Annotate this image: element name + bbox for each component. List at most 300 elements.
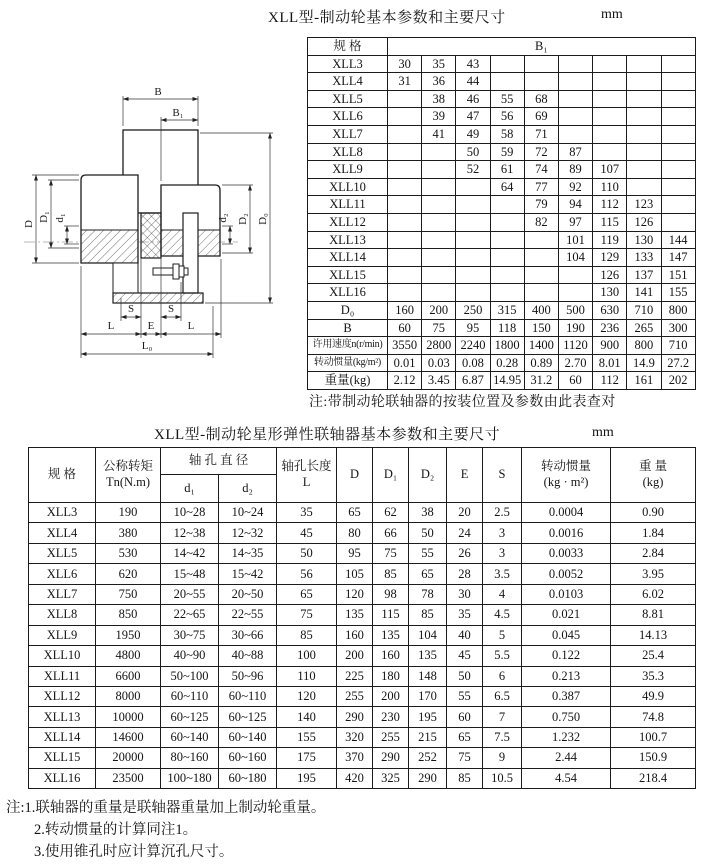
row-label: XLL8 (29, 605, 96, 625)
row-label: XLL15 (308, 266, 388, 284)
cell: 20~55 (161, 584, 219, 604)
cell: 290 (337, 707, 373, 727)
cell: 160 (373, 646, 409, 666)
cell: 60 (558, 372, 592, 390)
cell: 5.5 (483, 646, 522, 666)
cell: 89 (558, 161, 592, 179)
coupling-drawing-svg (20, 76, 298, 401)
cell: 50 (456, 143, 490, 161)
cell: 0.28 (490, 354, 524, 372)
cell: 1800 (490, 337, 524, 355)
footnote-1: 注:1.联轴器的重量是联轴器重量加上制动轮重量。 (6, 800, 326, 816)
cell: 56 (490, 108, 524, 126)
cell: 3550 (388, 337, 422, 355)
dim-D-label: D (23, 220, 35, 228)
cell: 2.44 (522, 748, 611, 768)
cell (558, 55, 592, 73)
cell (661, 90, 695, 108)
table-row (308, 125, 696, 143)
cell: 133 (627, 249, 661, 267)
row-label: XLL15 (29, 748, 96, 768)
cell: 75 (373, 543, 409, 563)
table-row (308, 196, 696, 214)
cell: 98 (373, 584, 409, 604)
row-label: 许用速度n(r/min) (308, 337, 388, 355)
cell: 8000 (96, 686, 161, 706)
cell: 112 (593, 372, 627, 390)
cell: 95 (337, 543, 373, 563)
cell: 0.387 (522, 686, 611, 706)
dim-S-left-label: S (127, 303, 135, 315)
cell: 35.3 (611, 666, 696, 686)
cell (422, 143, 456, 161)
table-row (29, 748, 696, 768)
cell: 200 (337, 646, 373, 666)
cell: 60~125 (161, 707, 219, 727)
cell: 85 (447, 768, 483, 788)
cell: 0.750 (522, 707, 611, 727)
cell: 130 (593, 284, 627, 302)
cell (524, 231, 558, 249)
cell: 36 (422, 73, 456, 91)
table-row (29, 584, 696, 604)
cell (422, 213, 456, 231)
cell: 119 (593, 231, 627, 249)
cell: 69 (524, 108, 558, 126)
cell: 101 (558, 231, 592, 249)
cell: 180 (373, 666, 409, 686)
cell: 0.213 (522, 666, 611, 686)
cell: 80~160 (161, 748, 219, 768)
cell: 107 (593, 161, 627, 179)
cell: 74 (524, 161, 558, 179)
cell: 300 (661, 319, 695, 337)
cell: 14~35 (219, 543, 277, 563)
bore-diameter-header: 轴 孔 直 径 (161, 448, 277, 475)
cell: 2.12 (388, 372, 422, 390)
cell: 115 (593, 213, 627, 231)
cell: 78 (409, 584, 447, 604)
table1-title: XLL型-制动轮基本参数和主要尺寸 (268, 10, 506, 26)
cell: 137 (627, 266, 661, 284)
cell: 30 (388, 55, 422, 73)
cell: 10000 (96, 707, 161, 727)
cell: 14600 (96, 727, 161, 747)
cell (388, 249, 422, 267)
cell: 290 (409, 768, 447, 788)
cell: 0.0033 (522, 543, 611, 563)
cell: 710 (627, 301, 661, 319)
cell: 710 (661, 337, 695, 355)
cell: 4 (483, 584, 522, 604)
row-label: B (308, 319, 388, 337)
cell: 12~38 (161, 523, 219, 543)
table-row (308, 178, 696, 196)
cell: 200 (422, 301, 456, 319)
cell: 147 (661, 249, 695, 267)
cell: 1.232 (522, 727, 611, 747)
cell (456, 231, 490, 249)
cell: 30 (447, 584, 483, 604)
cell: 75 (277, 605, 337, 625)
table2-unit-label: mm (592, 425, 614, 440)
row-label: XLL16 (308, 284, 388, 302)
cell (593, 143, 627, 161)
cell: 50~96 (219, 666, 277, 686)
cell (627, 143, 661, 161)
cell (388, 125, 422, 143)
cell: 72 (524, 143, 558, 161)
cell: 175 (277, 748, 337, 768)
dim-B-label: B (154, 86, 162, 98)
cell: 39 (422, 108, 456, 126)
cell: 46 (456, 90, 490, 108)
bore-length-header (277, 448, 337, 503)
cell: 55 (409, 543, 447, 563)
row-label: XLL6 (29, 564, 96, 584)
cell: 250 (456, 301, 490, 319)
cell: 3.45 (422, 372, 456, 390)
cell: 195 (277, 768, 337, 788)
table-row (308, 213, 696, 231)
cell (388, 143, 422, 161)
cell: 40 (447, 625, 483, 645)
bore-length-line2: L (302, 475, 311, 489)
cell: 45 (447, 646, 483, 666)
cell (524, 284, 558, 302)
cell: 135 (373, 625, 409, 645)
weight-column-header (611, 448, 696, 503)
cell (661, 55, 695, 73)
cell: 750 (96, 584, 161, 604)
col-E-header: E (447, 448, 483, 503)
cell: 2.70 (558, 354, 592, 372)
cell: 6 (483, 666, 522, 686)
cell (388, 284, 422, 302)
table1-unit-label: mm (601, 7, 623, 22)
cell: 530 (96, 543, 161, 563)
cell: 2.84 (611, 543, 696, 563)
cell (490, 266, 524, 284)
cell: 59 (490, 143, 524, 161)
cell: 60 (447, 707, 483, 727)
cell (661, 178, 695, 196)
cell (388, 231, 422, 249)
cell: 15~42 (219, 564, 277, 584)
cell: 800 (627, 337, 661, 355)
table-row (308, 266, 696, 284)
cell: 160 (337, 625, 373, 645)
cell (490, 284, 524, 302)
cell: 65 (337, 503, 373, 523)
cell: 1950 (96, 625, 161, 645)
cell: 195 (409, 707, 447, 727)
table-header-row (308, 38, 696, 56)
cell: 6600 (96, 666, 161, 686)
cell: 56 (277, 564, 337, 584)
cell: 370 (337, 748, 373, 768)
cell: 50 (447, 666, 483, 686)
cell: 115 (373, 605, 409, 625)
cell: 0.0052 (522, 564, 611, 584)
inertia-header-line2: (kg · m²) (543, 475, 589, 489)
row-label: XLL7 (29, 584, 96, 604)
cell: 620 (96, 564, 161, 584)
cell: 60 (388, 319, 422, 337)
cell (558, 266, 592, 284)
cell (388, 161, 422, 179)
dim-D1-label: D₁ (38, 211, 50, 223)
cell: 0.0004 (522, 503, 611, 523)
cell (388, 213, 422, 231)
cell: 8.01 (593, 354, 627, 372)
cell: 30~66 (219, 625, 277, 645)
cell: 155 (661, 284, 695, 302)
cell: 60~110 (161, 686, 219, 706)
row-label: XLL7 (308, 125, 388, 143)
dim-d1-label: d₁ (54, 213, 66, 223)
cell: 3.5 (483, 564, 522, 584)
cell: 129 (593, 249, 627, 267)
cell: 161 (627, 372, 661, 390)
cell (456, 178, 490, 196)
dim-S-right-label: S (167, 303, 175, 315)
table-row (308, 55, 696, 73)
cell: 87 (558, 143, 592, 161)
cell (490, 231, 524, 249)
cell: 126 (627, 213, 661, 231)
table-row (29, 768, 696, 788)
cell: 94 (558, 196, 592, 214)
table-row (29, 523, 696, 543)
table-row (29, 666, 696, 686)
dim-L0-label: L₀ (141, 340, 153, 352)
cell: 0.0103 (522, 584, 611, 604)
cell (524, 266, 558, 284)
cell: 14~42 (161, 543, 219, 563)
cell: 47 (456, 108, 490, 126)
cell: 65 (277, 584, 337, 604)
cell: 100~180 (161, 768, 219, 788)
row-label: XLL14 (29, 727, 96, 747)
cell: 155 (277, 727, 337, 747)
cell (422, 231, 456, 249)
cell (627, 55, 661, 73)
table-row (308, 249, 696, 267)
row-label: 转动惯量(kg/m²) (308, 354, 388, 372)
cell: 112 (593, 196, 627, 214)
cell: 141 (627, 284, 661, 302)
cell (422, 284, 456, 302)
cell: 2.5 (483, 503, 522, 523)
cell (490, 196, 524, 214)
cell: 35 (277, 503, 337, 523)
row-label: XLL12 (29, 686, 96, 706)
row-label: XLL3 (29, 503, 96, 523)
cell (422, 178, 456, 196)
cell (661, 213, 695, 231)
col-D2-header: D₂ (409, 448, 447, 503)
cell: 22~65 (161, 605, 219, 625)
cell: 14.13 (611, 625, 696, 645)
cell: 45 (277, 523, 337, 543)
cell (388, 196, 422, 214)
cell: 20000 (96, 748, 161, 768)
cell: 65 (409, 564, 447, 584)
table-row (308, 284, 696, 302)
cell: 0.90 (611, 503, 696, 523)
table-row (29, 625, 696, 645)
row-label: XLL9 (29, 625, 96, 645)
cell (593, 55, 627, 73)
cell (627, 161, 661, 179)
table-header-row (29, 448, 696, 475)
cell (490, 55, 524, 73)
cell (524, 249, 558, 267)
cell: 92 (558, 178, 592, 196)
cell (456, 249, 490, 267)
footnotes (6, 797, 325, 863)
inertia-header-line1: 转动惯量 (541, 459, 592, 474)
cell: 255 (337, 686, 373, 706)
cell: 14.95 (490, 372, 524, 390)
cell: 10~24 (219, 503, 277, 523)
cell: 28 (447, 564, 483, 584)
table1-note: 注:带制动轮联轴器的按装位置及参数由此表查对 (309, 395, 616, 410)
row-label: XLL11 (29, 666, 96, 686)
cell: 50~100 (161, 666, 219, 686)
cell: 2240 (456, 337, 490, 355)
row-label: XLL10 (308, 178, 388, 196)
cell: 252 (409, 748, 447, 768)
cell: 380 (96, 523, 161, 543)
cell: 126 (593, 266, 627, 284)
dim-D0-label: D₀ (257, 213, 269, 225)
cell: 5 (483, 625, 522, 645)
cell: 123 (627, 196, 661, 214)
cell (558, 90, 592, 108)
cell: 6.87 (456, 372, 490, 390)
cell: 31.2 (524, 372, 558, 390)
cell: 118 (490, 319, 524, 337)
cell: 3 (483, 523, 522, 543)
cell: 500 (558, 301, 592, 319)
cell: 630 (593, 301, 627, 319)
dim-B1-label: B₁ (172, 107, 184, 119)
table-row (29, 727, 696, 747)
cell: 43 (456, 55, 490, 73)
cell: 22~55 (219, 605, 277, 625)
cell: 104 (558, 249, 592, 267)
table-row (308, 319, 696, 337)
cell: 44 (456, 73, 490, 91)
cell (388, 90, 422, 108)
table-row (308, 231, 696, 249)
cell: 215 (409, 727, 447, 747)
cell: 144 (661, 231, 695, 249)
cell (627, 178, 661, 196)
cell: 35 (447, 605, 483, 625)
row-label: XLL8 (308, 143, 388, 161)
cell: 24 (447, 523, 483, 543)
cell: 160 (388, 301, 422, 319)
cell: 1.84 (611, 523, 696, 543)
cell (422, 161, 456, 179)
cell (593, 90, 627, 108)
cell: 85 (277, 625, 337, 645)
cell: 315 (490, 301, 524, 319)
cell (524, 73, 558, 91)
cell (627, 73, 661, 91)
col-S-header: S (483, 448, 522, 503)
cell: 60~140 (161, 727, 219, 747)
cell (593, 73, 627, 91)
cell: 8.81 (611, 605, 696, 625)
row-label: XLL4 (308, 73, 388, 91)
torque-header-line1: 公称转矩 (102, 459, 153, 474)
cell (456, 284, 490, 302)
dim-L-right-label: L (187, 320, 195, 332)
table-row (29, 564, 696, 584)
table-row (29, 646, 696, 666)
cell: 12~32 (219, 523, 277, 543)
cell (627, 125, 661, 143)
cell: 31 (388, 73, 422, 91)
cell: 225 (337, 666, 373, 686)
cell: 20~50 (219, 584, 277, 604)
row-label: XLL10 (29, 646, 96, 666)
cell: 105 (337, 564, 373, 584)
cell: 55 (447, 686, 483, 706)
cell: 100.7 (611, 727, 696, 747)
cell (558, 73, 592, 91)
cell: 10~28 (161, 503, 219, 523)
row-label: D₀ (308, 301, 388, 319)
cell (627, 108, 661, 126)
cell (558, 108, 592, 126)
cell: 100 (277, 646, 337, 666)
row-label: XLL11 (308, 196, 388, 214)
cell: 320 (337, 727, 373, 747)
cell: 255 (373, 727, 409, 747)
cell: 95 (456, 319, 490, 337)
table-row (308, 301, 696, 319)
cell: 236 (593, 319, 627, 337)
cell: 135 (409, 646, 447, 666)
cell (456, 213, 490, 231)
cell: 49 (456, 125, 490, 143)
weight-header-line1: 重 量 (638, 459, 668, 474)
cell: 64 (490, 178, 524, 196)
cell: 140 (277, 707, 337, 727)
cell: 265 (627, 319, 661, 337)
cell: 800 (661, 301, 695, 319)
row-label: 重量(kg) (308, 372, 388, 390)
cell: 4800 (96, 646, 161, 666)
cell: 52 (456, 161, 490, 179)
cell (422, 266, 456, 284)
cell: 50 (277, 543, 337, 563)
cell: 3.95 (611, 564, 696, 584)
table2-title: XLL型-制动轮星形弹性联轴器基本参数和主要尺寸 (154, 427, 501, 443)
cell: 130 (627, 231, 661, 249)
col-d2-header: d₂ (219, 475, 277, 503)
cell: 35 (422, 55, 456, 73)
cell: 14.9 (627, 354, 661, 372)
spec-column-header: 规 格 (308, 38, 388, 56)
cell: 900 (593, 337, 627, 355)
footnote-2: 2.转动惯量的计算同注1。 (34, 822, 198, 838)
